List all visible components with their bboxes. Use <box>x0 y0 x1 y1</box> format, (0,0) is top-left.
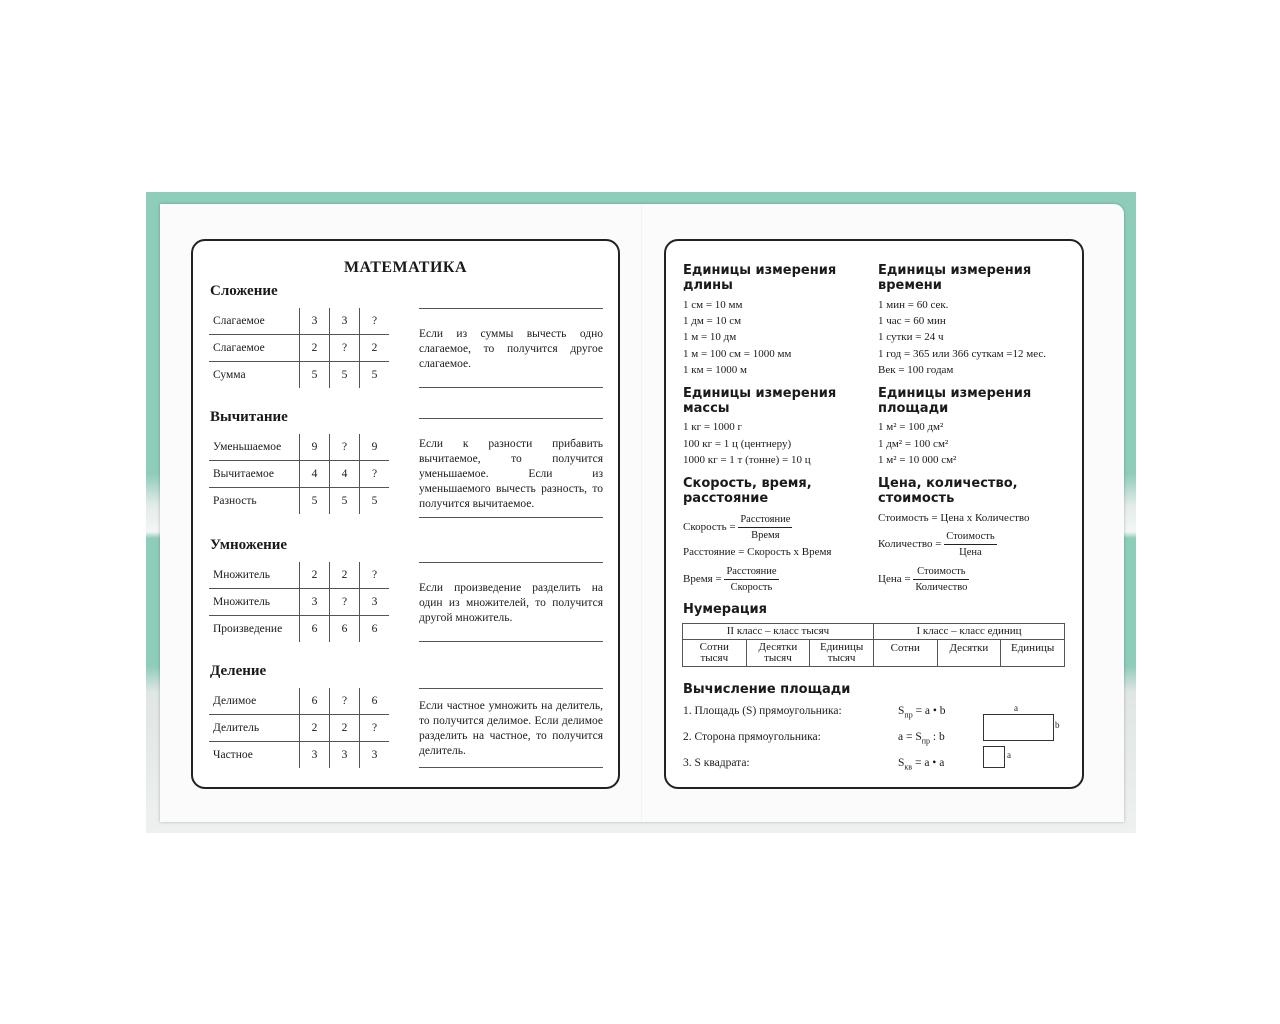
division-table <box>209 688 389 768</box>
square-diagram <box>983 746 1005 768</box>
numbering-table <box>682 623 1065 667</box>
length-units-heading: Единицы измерения длины <box>683 263 837 293</box>
speed-formula: Скорость = $\frac{\text{Расстояние}}{\text{Время}}$ <box>683 514 791 541</box>
table-row: Вычитаемое 4 4 ? <box>209 461 389 488</box>
table-row: Множитель 3 ? 3 <box>209 589 389 616</box>
math-reference-panel <box>191 239 620 789</box>
table-row: Слагаемое 3 3 ? <box>209 308 389 335</box>
subtraction-note: Если к разности прибавить вычитаемое, то получится уменьшаемое. Если из уменьшаемого вычесть разность, то получится вычитаемое. <box>419 438 603 510</box>
section-heading-addition: Сложение <box>210 283 278 299</box>
note-rule <box>419 387 603 388</box>
unit-line: 1 дм² = 100 см² <box>878 438 949 450</box>
addition-table <box>209 308 389 388</box>
mass-units-heading: Единицы измерения массы <box>683 386 837 416</box>
note-rule <box>419 517 603 518</box>
note-rule <box>419 308 603 309</box>
quantity-formula: Количество = $\frac{\text{Стоимость}}{\text{Цена}}$ <box>878 531 995 558</box>
area-formula-2: $a = S_{пр}$ : b <box>898 731 945 746</box>
section-heading-subtraction: Вычитание <box>210 409 288 425</box>
unit-line: 100 кг = 1 ц (центнеру) <box>683 438 792 450</box>
table-row: Произведение 6 6 6 <box>209 616 389 643</box>
area-rule-2: 2. Сторона прямоугольника: <box>683 731 821 743</box>
unit-line: 1 м² = 10 000 см² <box>878 454 957 466</box>
table-row: Сумма 5 5 5 <box>209 362 389 389</box>
table-row: Делитель 2 2 ? <box>209 715 389 742</box>
square-side-label: a <box>1007 750 1011 760</box>
division-note: Если частное умножить на делитель, то получится делимое. Если делимое разделить на частное, то получится делитель. <box>419 700 603 757</box>
unit-line: 1 год = 365 или 366 суткам =12 мес. <box>878 348 1047 360</box>
time-units-heading: Единицы измерения времени <box>878 263 1032 293</box>
price-formula: Цена = $\frac{\text{Стоимость}}{\text{Количество}}$ <box>878 566 968 593</box>
table-row: Разность 5 5 5 <box>209 488 389 515</box>
table-row: Делимое 6 ? 6 <box>209 688 389 715</box>
area-units-heading: Единицы измерения площади <box>878 386 1032 416</box>
unit-line: 1 м = 100 см = 1000 мм <box>683 348 792 360</box>
unit-line: 1000 кг = 1 т (тонне) = 10 ц <box>683 454 811 466</box>
note-rule <box>419 767 603 768</box>
note-rule <box>419 418 603 419</box>
note-rule <box>419 688 603 689</box>
rectangle-diagram <box>983 714 1054 741</box>
area-formula-1: $S_{пр} = a$ • b <box>898 705 946 720</box>
note-rule <box>419 641 603 642</box>
multiplication-table <box>209 562 389 642</box>
unit-line: 1 сутки = 24 ч <box>878 331 944 343</box>
area-calc-heading: Вычисление площади <box>683 682 851 697</box>
addition-note: Если из суммы вычесть одно слагаемое, то получится другое слагаемое. <box>419 328 603 370</box>
area-formula-3: $S_{кв} = a$ • a <box>898 757 945 772</box>
numbering-heading: Нумерация <box>683 602 767 617</box>
distance-formula: Расстояние = Скорость х Время <box>683 546 832 558</box>
subtraction-table <box>209 434 389 514</box>
unit-line: 1 км = 1000 м <box>683 364 747 376</box>
speed-heading: Скорость, время, расстояние <box>683 476 812 506</box>
unit-line: Век = 100 годам <box>878 364 954 376</box>
unit-line: 1 см = 10 мм <box>683 299 743 311</box>
price-heading: Цена, количество, стоимость <box>878 476 1018 506</box>
table-row: Множитель 2 2 ? <box>209 562 389 589</box>
table-row: Слагаемое 2 ? 2 <box>209 335 389 362</box>
rect-side-a-label: a <box>1014 703 1018 713</box>
area-rule-3: 3. S квадрата: <box>683 757 750 769</box>
rect-side-b-label: b <box>1055 720 1060 730</box>
unit-line: 1 мин = 60 сек. <box>878 299 949 311</box>
note-rule <box>419 562 603 563</box>
table-row: Сотни тысяч Десятки тысяч Единицы тысяч Сотни Десятки Единицы <box>683 640 1065 667</box>
page-title: МАТЕМАТИКА <box>343 259 468 276</box>
unit-line: 1 кг = 1000 г <box>683 421 743 433</box>
page-fold <box>641 204 642 822</box>
cost-formula: Стоимость = Цена х Количество <box>878 512 1030 524</box>
unit-line: 1 час = 60 мин <box>878 315 946 327</box>
table-row: Частное 3 3 3 <box>209 742 389 769</box>
section-heading-multiplication: Умножение <box>210 537 288 553</box>
table-row: II класс – класс тысяч I класс – класс единиц <box>683 624 1065 640</box>
unit-line: 1 м² = 100 дм² <box>878 421 944 433</box>
time-formula: Время = $\frac{\text{Расстояние}}{\text{Скорость}}$ <box>683 566 777 593</box>
section-heading-division: Деление <box>210 663 267 679</box>
multiplication-note: Если произведение разделить на один из множителей, то получится другой множитель. <box>419 582 603 624</box>
unit-line: 1 м = 10 дм <box>683 331 737 343</box>
units-reference-panel <box>664 239 1084 789</box>
area-rule-1: 1. Площадь (S) прямоугольника: <box>683 705 842 717</box>
unit-line: 1 дм = 10 см <box>683 315 742 327</box>
table-row: Уменьшаемое 9 ? 9 <box>209 434 389 461</box>
